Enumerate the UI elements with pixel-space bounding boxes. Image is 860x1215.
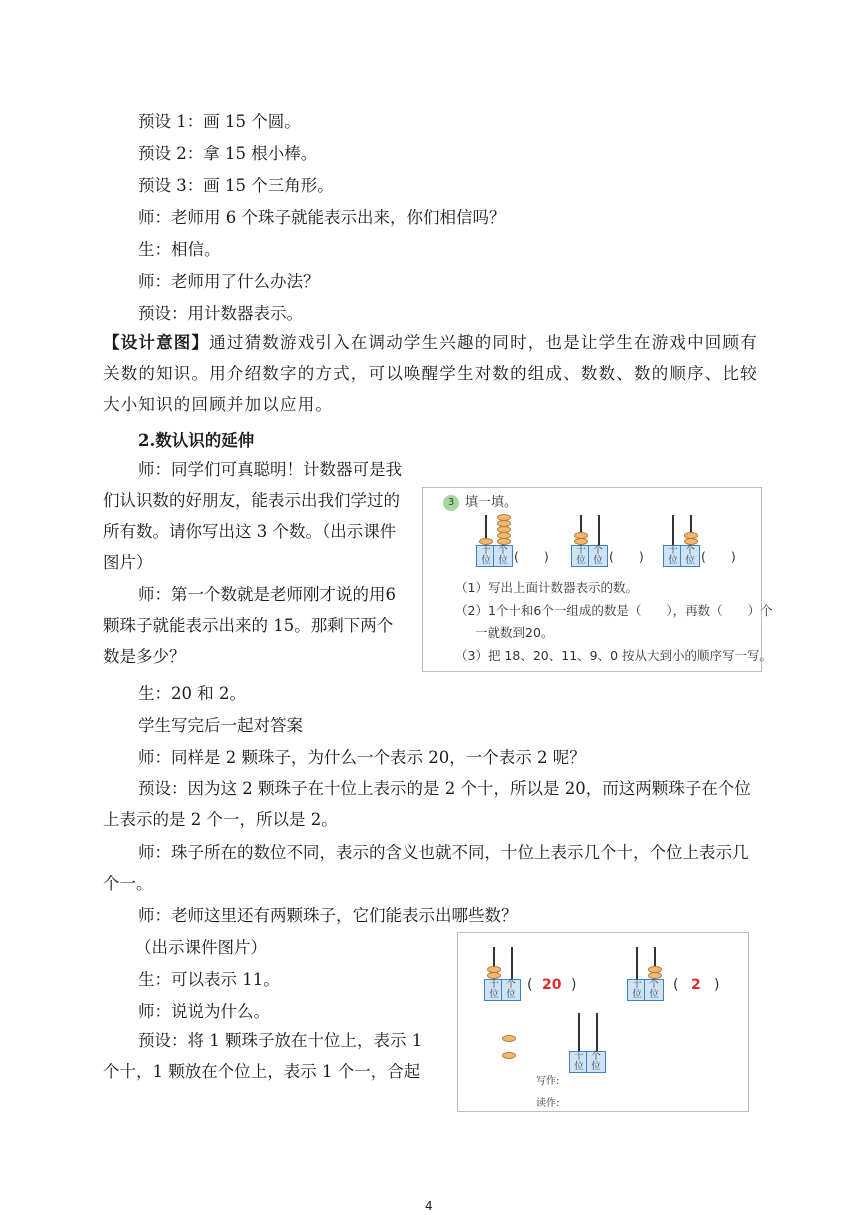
text-line: 生：可以表示 11。 (138, 970, 280, 989)
text-line: 预设 2：拿 15 根小棒。 (138, 144, 318, 163)
ones-label: 个位 (685, 545, 695, 566)
tens-label: 十位 (668, 545, 678, 566)
write-as-label: 写作: (536, 1076, 560, 1087)
answer-twenty: 20 (542, 977, 562, 993)
empty-abacus (569, 1013, 609, 1073)
text-line: 师：老师用了什么办法？ (138, 272, 320, 291)
bead (497, 526, 511, 533)
bead (684, 532, 698, 539)
bead (497, 514, 511, 521)
text-line: 生：相信。 (138, 240, 221, 259)
text-line: 师：同样是 2 颗珠子，为什么一个表示 20，一个表示 2 呢？ (138, 748, 586, 767)
design-intent-text: 通过猜数游戏引入在调动学生兴趣的同时，也是让学生在游戏中回顾有关数的知识。用介绍数字的方式，可以唤醒学生对数的组成、数数、数的顺序、比较大小知识的回顾并加以应用。 (103, 333, 758, 414)
abacus (571, 515, 611, 565)
answer-paren-open: ( (527, 977, 533, 993)
tens-label: 十位 (576, 545, 586, 566)
bead (648, 966, 662, 973)
counter-base (484, 979, 521, 1001)
abacus (484, 947, 524, 999)
bead (684, 538, 698, 545)
tens-label: 十位 (632, 979, 642, 1000)
answer-paren-close: ) (571, 977, 577, 993)
text-paragraph: 预设：因为这 2 颗珠子在十位上表示的是 2 个十，所以是 20，而这两颗珠子在个位上表示的是 2 个一，所以是 2。 (103, 779, 751, 829)
page-number: 4 (425, 1199, 433, 1213)
text-line: 预设 1：画 15 个圆。 (138, 112, 301, 131)
ones-rod (596, 1013, 598, 1051)
question-3: （3）把 18、20、11、9、0 按从大到小的顺序写一写。 (455, 648, 773, 663)
bead (487, 972, 501, 979)
tens-rod (636, 947, 638, 979)
ones-label: 个位 (593, 545, 603, 566)
counter-base (663, 545, 700, 567)
bead (574, 538, 588, 545)
two-beads-figure (457, 932, 749, 1112)
tens-label: 十位 (481, 545, 491, 566)
abacus (476, 515, 516, 565)
ones-label: 个位 (498, 545, 508, 566)
design-intent-paragraph (103, 327, 763, 420)
bead (497, 532, 511, 539)
bead (648, 972, 662, 979)
question-1: （1）写出上面计数器表示的数。 (455, 580, 638, 595)
text-line: 师：老师这里还有两颗珠子，它们能表示出哪些数？ (138, 906, 518, 925)
text-line: 师：说说为什么。 (138, 1002, 270, 1021)
tens-label: 十位 (574, 1051, 584, 1072)
text-paragraph: 师：同学们可真聪明！计数器可是我们认识数的好朋友，能表示出我们学过的所有数。请你写出这 3 个数。（出示课件图片） (103, 460, 402, 572)
ones-label: 个位 (506, 979, 516, 1000)
exercise-title: 填一填。 (465, 495, 518, 510)
answer-blank: ( ) (701, 549, 736, 564)
tens-label: 十位 (489, 979, 499, 1000)
bead (497, 538, 511, 545)
exercise-number-badge: 3 (443, 495, 459, 511)
counter-base (569, 1051, 606, 1073)
loose-bead (502, 1052, 516, 1059)
answer-two: 2 (691, 977, 701, 993)
answer-paren-open: ( (673, 977, 679, 993)
bead (574, 532, 588, 539)
text-line: 预设：用计数器表示。 (138, 304, 303, 323)
counter-exercise-figure (422, 487, 773, 672)
bead (487, 966, 501, 973)
answer-paren-close: ) (714, 977, 720, 993)
read-as-label: 读作: (536, 1098, 560, 1109)
text-line: 师：老师用 6 个珠子就能表示出来，你们相信吗？ (138, 208, 506, 227)
design-intent-label: 【设计意图】 (103, 333, 210, 352)
bead (479, 538, 493, 545)
ones-rod (511, 947, 513, 979)
text-paragraph: 师：珠子所在的数位不同，表示的含义也就不同，十位上表示几个十，个位上表示几个一。 (103, 843, 749, 893)
text-line: 学生写完后一起对答案 (138, 716, 303, 735)
text-line: （出示课件图片） (135, 938, 267, 957)
section-heading: 2.数认识的延伸 (138, 431, 255, 450)
bead (497, 520, 511, 527)
ones-label: 个位 (649, 979, 659, 1000)
tens-rod (672, 515, 674, 545)
answer-blank: ( ) (514, 549, 549, 564)
counter-base (571, 545, 608, 567)
question-2: （2）1个十和6个一组成的数是（ ），再数（ ）个 (455, 603, 773, 618)
abacus (663, 515, 703, 565)
question-2-continued: 一就数到20。 (475, 625, 554, 640)
text-paragraph: 预设：将 1 颗珠子放在十位上，表示 1 个十，1 颗放在个位上，表示 1 个一，合起 (103, 1031, 423, 1081)
tens-rod (578, 1013, 580, 1051)
text-paragraph: 师：第一个数就是老师刚才说的用6 颗珠子就能表示出来的 15。那剩下两个数是多少？ (103, 585, 396, 666)
loose-bead (502, 1035, 516, 1042)
ones-label: 个位 (591, 1051, 601, 1072)
counter-base (476, 545, 513, 567)
answer-blank: ( ) (609, 549, 644, 564)
text-line: 预设 3：画 15 个三角形。 (138, 176, 334, 195)
text-line: 生：20 和 2。 (138, 684, 246, 703)
ones-rod (598, 515, 600, 545)
counter-base (627, 979, 664, 1001)
abacus (627, 947, 667, 999)
